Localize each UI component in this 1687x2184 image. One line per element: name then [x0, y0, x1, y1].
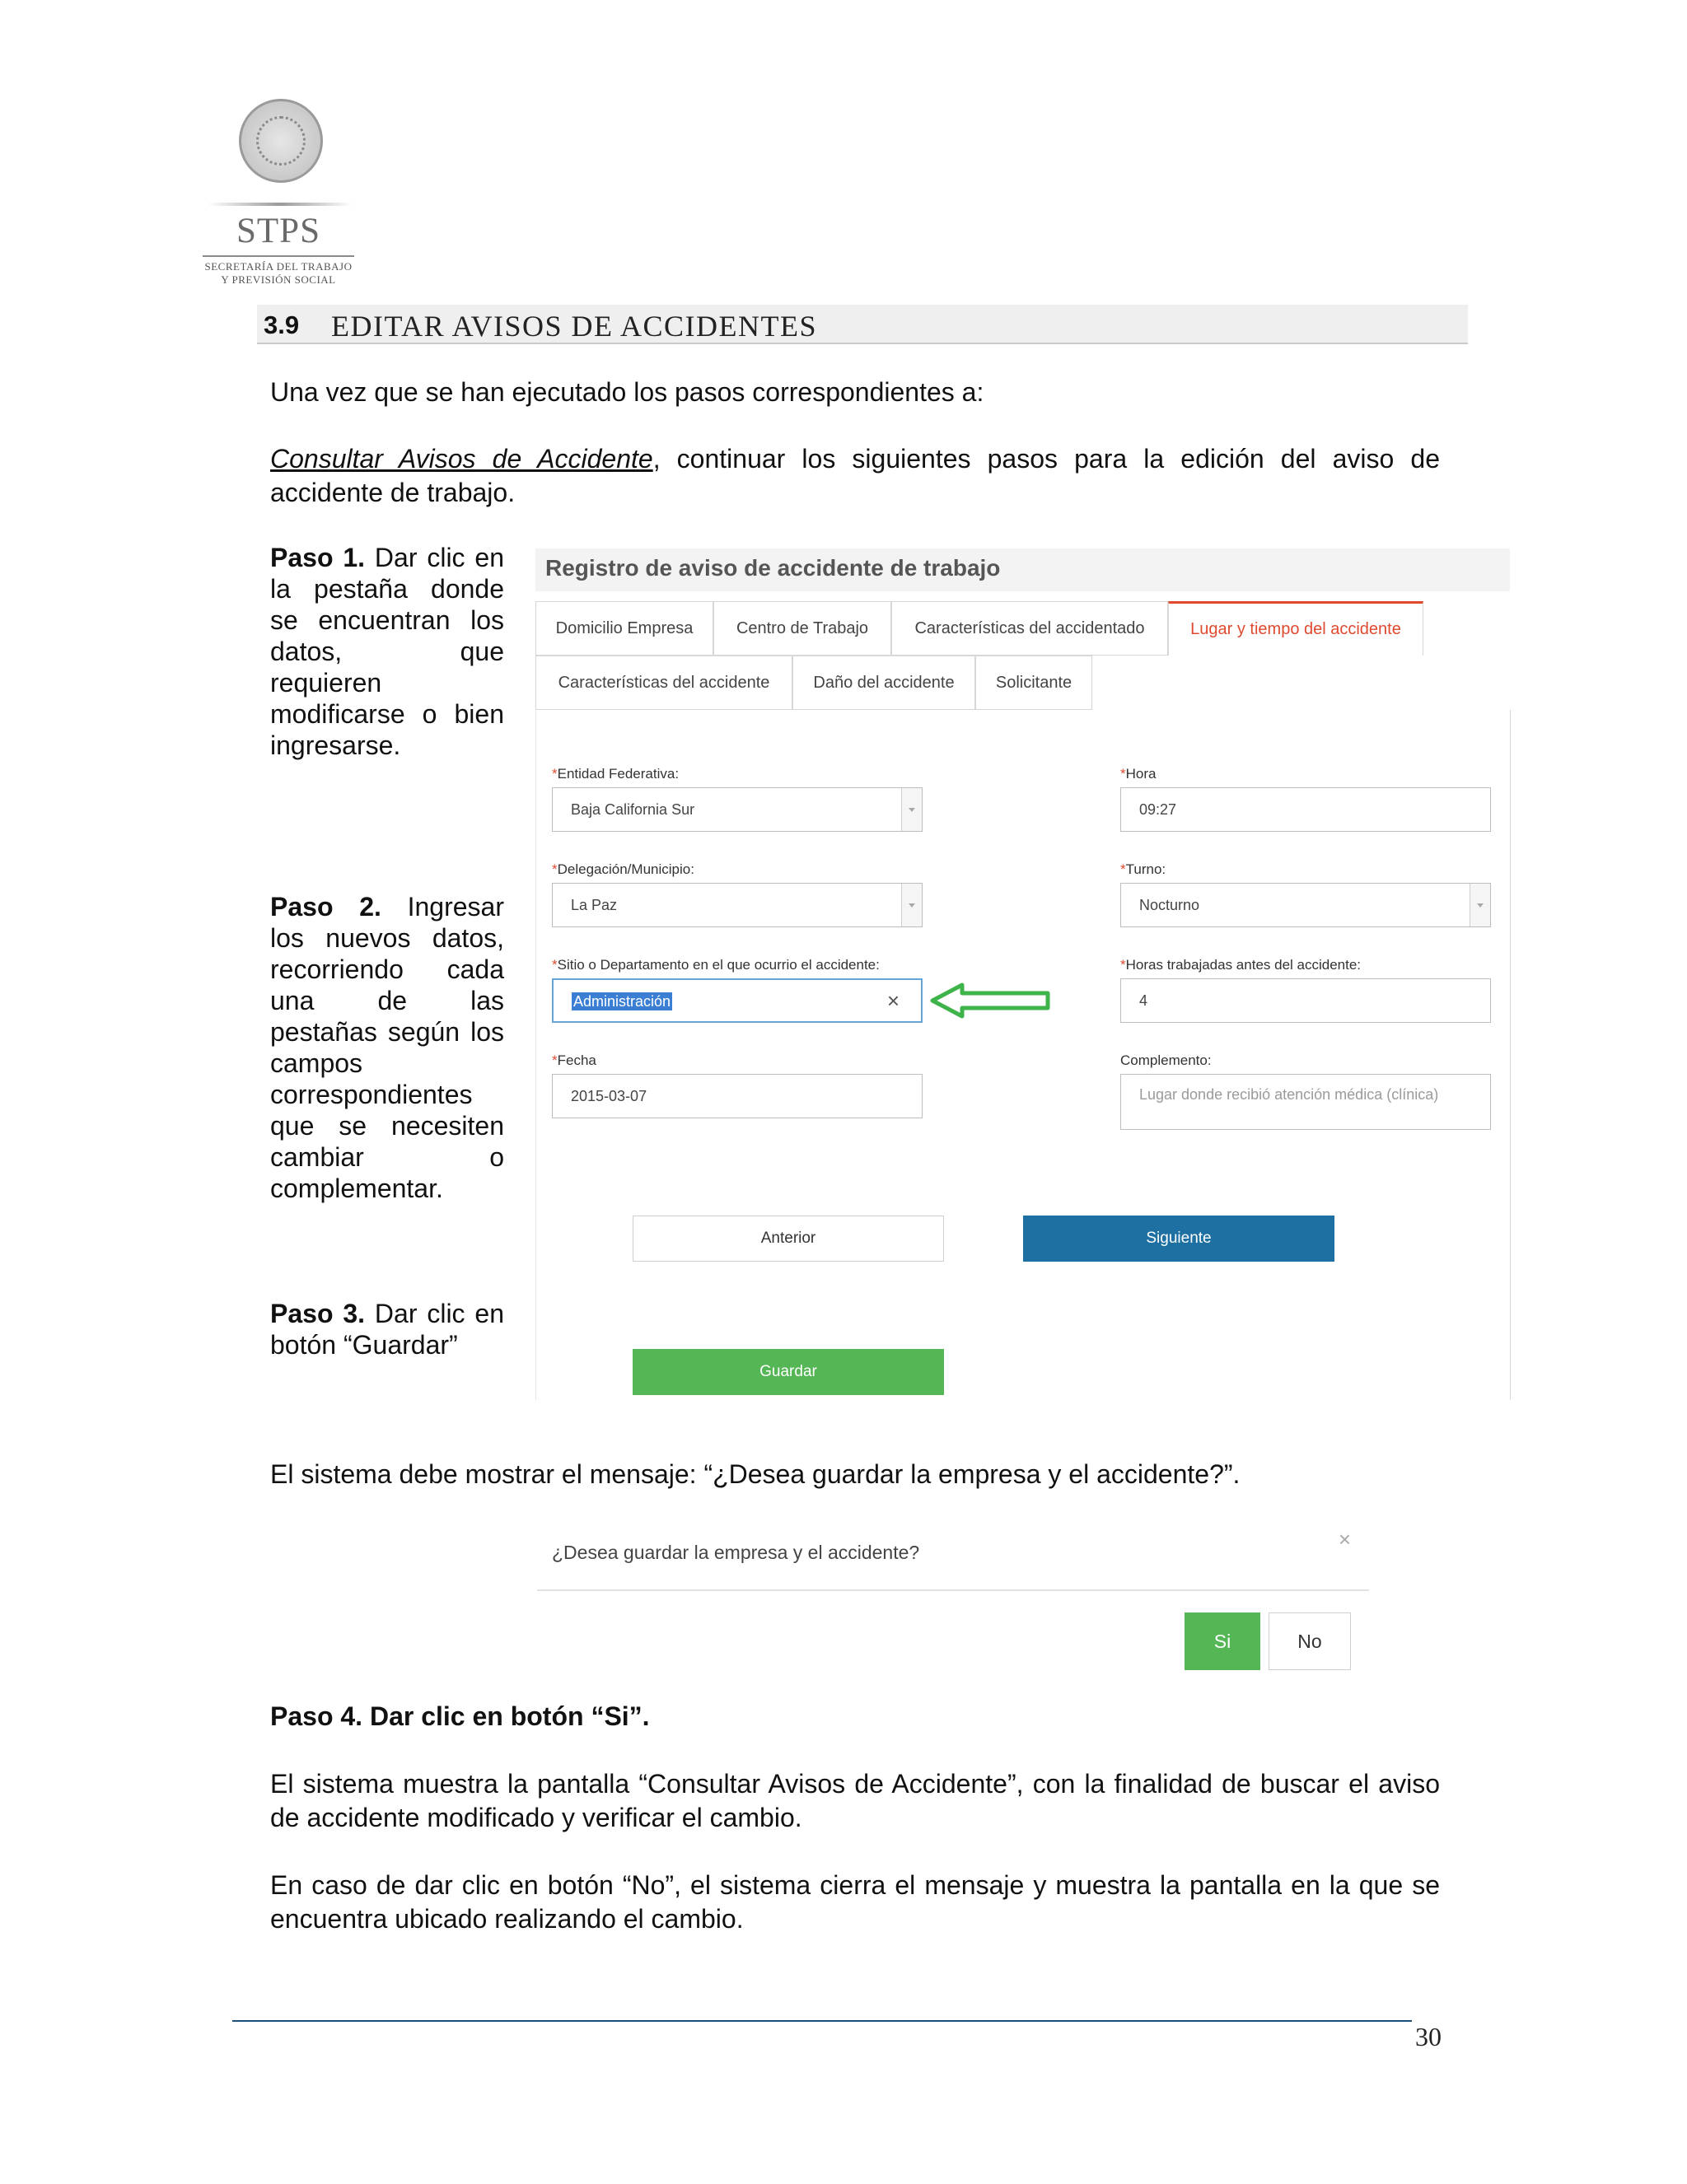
- anterior-button[interactable]: Anterior: [633, 1216, 944, 1262]
- chevron-down-icon: [901, 884, 922, 926]
- after-text-1: El sistema muestra la pantalla “Consultar Avisos de Accidente”, con la finalidad de buscar el aviso de accidente modificado y verificar el cambio.: [270, 1769, 1440, 1832]
- horas-label: *Horas trabajadas antes del accidente:: [1120, 957, 1362, 973]
- clear-icon[interactable]: ×: [886, 988, 900, 1013]
- intro-continuation: , continuar los siguientes pasos para la edición del aviso de accidente de trabajo.: [270, 444, 1441, 507]
- message-intro: El sistema debe mostrar el mensaje: “¿Desea guardar la empresa y el accidente?”.: [270, 1459, 1241, 1489]
- step-3-label: Paso 3.: [270, 1299, 366, 1328]
- logo-subtitle-1: SECRETARÍA DEL TRABAJO: [204, 260, 353, 273]
- delegacion-label: *Delegación/Municipio:: [552, 861, 694, 877]
- turno-label: *Turno:: [1120, 861, 1166, 877]
- guardar-button[interactable]: Guardar: [633, 1349, 944, 1395]
- tab-domicilio-empresa[interactable]: Domicilio Empresa: [535, 601, 713, 656]
- step-2-label: Paso 2.: [270, 892, 381, 922]
- delegacion-select[interactable]: La Paz: [552, 883, 923, 927]
- step-1-text: Dar clic en la pestaña donde se encuentran los datos, que requieren modificarse o bien ingresarse.: [270, 543, 505, 760]
- chevron-down-icon: [901, 788, 922, 831]
- complemento-label: Complemento:: [1120, 1052, 1212, 1068]
- logo-subtitle-2: Y PREVISIÓN SOCIAL: [221, 273, 336, 286]
- form-screenshot: [535, 548, 1510, 1400]
- step-3: [270, 1298, 504, 1360]
- section-heading: [257, 305, 1468, 344]
- national-seal-icon: [239, 99, 323, 183]
- siguiente-button[interactable]: Siguiente: [1023, 1216, 1334, 1262]
- chevron-down-icon: [1470, 884, 1490, 926]
- footer-divider: [232, 2020, 1412, 2022]
- tab-caracteristicas-accidentado[interactable]: Características del accidentado: [891, 601, 1168, 656]
- logo-org: STPS: [236, 212, 320, 250]
- sitio-label: *Sitio o Departamento en el que ocurrio el accidente:: [552, 957, 880, 973]
- fecha-input[interactable]: 2015-03-07: [552, 1074, 923, 1118]
- horas-input[interactable]: 4: [1120, 978, 1491, 1023]
- section-number: 3.9: [264, 310, 300, 339]
- tab-dano-accidente[interactable]: Daño del accidente: [792, 656, 975, 710]
- entidad-label: *Entidad Federativa:: [552, 766, 680, 782]
- step-2: [270, 891, 504, 1204]
- intro-text: Una vez que se han ejecutado los pasos correspondientes a:: [270, 377, 984, 407]
- annotation-arrow-icon: [929, 982, 1053, 1020]
- stps-logo: [196, 91, 361, 288]
- close-icon[interactable]: ×: [1338, 1527, 1351, 1552]
- no-button[interactable]: No: [1269, 1612, 1351, 1670]
- turno-select[interactable]: Nocturno: [1120, 883, 1491, 927]
- after-text-2: En caso de dar clic en botón “No”, el sistema cierra el mensaje y muestra la pantalla en la que se encuentra ubicado realizando el cambio.: [270, 1870, 1440, 1934]
- si-button[interactable]: Si: [1185, 1612, 1260, 1670]
- tab-caracteristicas-accidente[interactable]: Características del accidente: [535, 656, 792, 710]
- step-2-text: Ingresar los nuevos datos, recorriendo cada una de las pestañas según los campos correspondientes que se necesiten cambiar o complementar.: [270, 892, 504, 1203]
- intro-paragraph: [270, 442, 1440, 510]
- tab-lugar-tiempo[interactable]: Lugar y tiempo del accidente: [1168, 601, 1423, 656]
- complemento-input[interactable]: Lugar donde recibió atención médica (clínica): [1120, 1074, 1491, 1130]
- sitio-input[interactable]: Administración ×: [552, 978, 923, 1023]
- page-number: 30: [1415, 2022, 1442, 2051]
- step-1: [270, 542, 504, 761]
- consultar-avisos-link[interactable]: Consultar Avisos de Accidente: [270, 444, 653, 474]
- step-4: Paso 4. Dar clic en botón “Si”.: [270, 1701, 650, 1731]
- hora-label: *Hora: [1120, 766, 1157, 782]
- entidad-select[interactable]: Baja California Sur: [552, 787, 923, 832]
- form-header: [535, 548, 1510, 591]
- dialog-divider: [537, 1589, 1369, 1591]
- tab-centro-trabajo[interactable]: Centro de Trabajo: [713, 601, 891, 656]
- form-title: Registro de aviso de accidente de trabajo: [545, 555, 1001, 581]
- step-1-label: Paso 1.: [270, 543, 366, 572]
- step-3-text: Dar clic en botón “Guardar”: [270, 1299, 505, 1360]
- section-title: EDITAR AVISOS DE ACCIDENTES: [331, 310, 817, 343]
- confirm-dialog: [537, 1514, 1369, 1675]
- fecha-label: *Fecha: [552, 1052, 596, 1068]
- hora-input[interactable]: 09:27: [1120, 787, 1491, 832]
- tab-solicitante[interactable]: Solicitante: [975, 656, 1092, 710]
- dialog-question: ¿Desea guardar la empresa y el accidente?: [552, 1542, 920, 1563]
